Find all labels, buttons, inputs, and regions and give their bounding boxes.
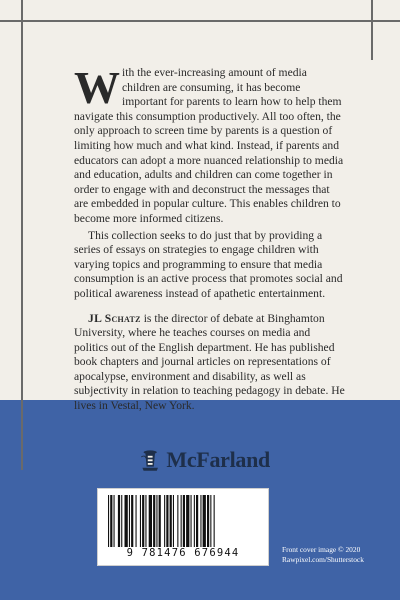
- author-first-name: JL: [88, 311, 105, 325]
- credit-line-1: Front cover image © 2020: [282, 545, 361, 554]
- author-name: [88, 312, 141, 325]
- back-cover-blurb: [74, 62, 346, 414]
- blurb-paragraph-1-text: ith the ever-increasing amount of media children are consuming, it has become important for parents to learn how to help them navigate this consumption productively. All too often, the only approach to screen time by parents is a question of limiting how much and what kind. Instead, if parents and educators can adopt a more nuanced relationship to media and education, adults and children can come together in order to engage with and deconstruct the messages that are embedded in popular culture. This enables children to become more informed citizens.: [74, 66, 344, 225]
- publisher-name: McFarland: [166, 447, 270, 472]
- author-bio-text: is the director of debate at Binghamton University, where he teaches courses on media and politics out of the English department. He has published book chapters and journal articles on representations of apocalypse, environment and disability, as well as subjectivity in relation to teaching pedagogy in debate. He lives in Vestal, New York.: [74, 311, 345, 413]
- frame-line-right: [371, 0, 373, 60]
- author-last-name: Schatz: [104, 311, 141, 325]
- drop-cap: W: [74, 62, 120, 113]
- blurb-paragraph-1: [74, 62, 346, 227]
- barcode-bars: [106, 495, 260, 547]
- isbn-barcode: [97, 488, 269, 566]
- credit-line-2: Rawpixel.com/Shutterstock: [282, 554, 364, 564]
- frame-line-top: [0, 20, 400, 22]
- frame-line-left: [21, 0, 23, 470]
- blurb-paragraph-2: This collection seeks to do just that by providing a series of essays on strategies to engage children with varying topics and programming to ensure that media consumption is an active process that promotes social and political awareness instead of apathetic entertainment.: [74, 228, 343, 300]
- isbn-number: 9 781476 676944: [126, 547, 240, 559]
- mcfarland-lighthouse-logo-icon: [140, 441, 160, 479]
- author-bio: [74, 312, 346, 414]
- publisher-block: [140, 440, 270, 480]
- cover-image-credit: [282, 545, 392, 564]
